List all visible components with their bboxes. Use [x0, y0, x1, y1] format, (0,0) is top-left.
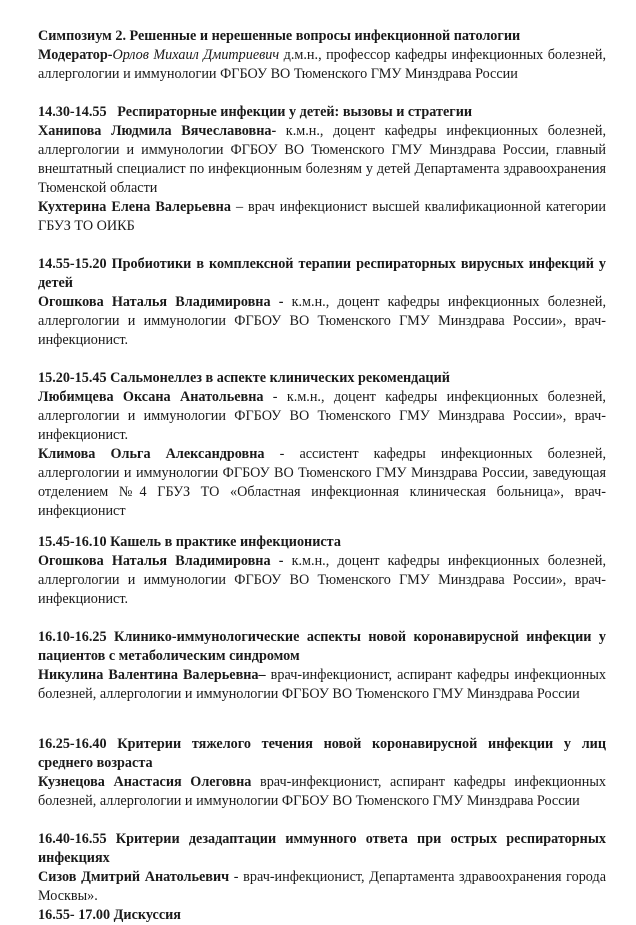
speaker: [38, 445, 606, 521]
speaker-desc: к.м.н., доцент кафедры инфекционных болезней, аллергологии и иммунологии ФГБОУ ВО Тюменского ГМУ Минздрава России», врач-инфекционист.: [38, 294, 607, 348]
speaker-desc: - врач-инфекционист, Департамента здравоохранения города Москвы».: [38, 869, 606, 904]
talk: [38, 369, 606, 521]
speaker-desc: врач-инфекционист, аспирант кафедры инфекционных болезней, аллергологии и иммунологии ФГБОУ ВО Тюменского ГМУ Минздрава России: [38, 774, 606, 809]
talk-heading: [38, 103, 606, 122]
speaker: [38, 293, 606, 350]
program-page: [38, 27, 606, 925]
speaker: [38, 388, 606, 445]
speaker: [38, 122, 606, 198]
talk-title: Кашель в практике инфекциониста: [110, 534, 341, 550]
talk-heading: [38, 533, 606, 552]
talk-title: Сальмонеллез в аспекте клинических рекомендаций: [110, 370, 450, 386]
speaker-name: Огошкова Наталья Владимировна -: [38, 294, 284, 310]
talk-time: 16.25-16.40: [38, 736, 107, 752]
speaker-name: Климова Ольга Александровна: [38, 446, 265, 462]
talk-heading: [38, 735, 606, 773]
speaker-desc: к.м.н., доцент кафедры инфекционных болезней, аллергологии и иммунологии ФГБОУ ВО Тюменского ГМУ Минздрава России», врач-инфекционист.: [38, 553, 607, 607]
discussion-time: 16.55- 17.00: [38, 907, 111, 923]
speaker-name: Огошкова Наталья Владимировна -: [38, 553, 284, 569]
speaker-desc: - к.м.н., доцент кафедры инфекционных болезней, аллергологии и иммунологии ФГБОУ ВО Тюменского ГМУ Минздрава России», врач-инфекционист.: [38, 389, 606, 443]
discussion-title: Дискуссия: [113, 907, 181, 923]
moderator-desc: д.м.н., профессор кафедры инфекционных болезней, аллергологии и иммунологии ФГБОУ ВО Тюменского ГМУ Минздрава России: [38, 47, 606, 82]
symposium-title: Симпозиум 2. Решенные и нерешенные вопросы инфекционной патологии: [38, 28, 521, 44]
speaker-name: Кухтерина Елена Валерьевна: [38, 199, 231, 215]
discussion-line: [38, 906, 606, 925]
talk-heading: [38, 369, 606, 388]
talk-title: Критерии тяжелого течения новой коронавирусной инфекции у лиц среднего возраста: [38, 736, 607, 771]
talk-time: 16.10-16.25: [38, 629, 107, 645]
speaker-desc: – врач инфекционист высшей квалификационной категории ГБУЗ ТО ОИКБ: [38, 199, 606, 234]
symposium-header: [38, 27, 606, 84]
speaker-desc: - ассистент кафедры инфекционных болезней, аллергологии и иммунологии ФГБОУ ВО Тюменского ГМУ Минздрава России, заведующая отделением №4 ГБУЗ ТО «Областная инфекционная клиническая больница», врач-инфекционист: [38, 446, 606, 519]
talk: [38, 735, 606, 811]
speaker-name: Любимцева Оксана Анатольевна: [38, 389, 264, 405]
talk-title: Пробиотики в комплексной терапии респираторных вирусных инфекций у детей: [38, 256, 607, 291]
talk: [38, 533, 606, 609]
talk: [38, 255, 606, 350]
talk: [38, 103, 606, 236]
speaker-name: Сизов Дмитрий Анатольевич: [38, 869, 230, 885]
speaker: [38, 552, 606, 609]
speaker-desc: врач-инфекционист, аспирант кафедры инфекционных болезней, аллергологии и иммунологии ФГБОУ ВО Тюменского ГМУ Минздрава России: [38, 667, 606, 702]
talk-heading: [38, 628, 606, 666]
moderator-name: Орлов Михаил Дмитриевич: [112, 47, 280, 63]
talk-heading: [38, 830, 606, 868]
speaker-name: Никулина Валентина Валерьевна–: [38, 667, 266, 683]
talk-title: Клинико-иммунологические аспекты новой коронавирусной инфекции у пациентов с метаболическим синдромом: [38, 629, 606, 664]
talk-time: 14.55-15.20: [38, 256, 107, 272]
talk-time: 15.20-15.45: [38, 370, 107, 386]
talk-heading: [38, 255, 606, 293]
speaker: [38, 868, 606, 906]
talk-time: 15.45-16.10: [38, 534, 107, 550]
talk: [38, 830, 606, 925]
moderator-label: Модератор-: [38, 47, 113, 63]
speaker: [38, 198, 606, 236]
speaker: [38, 773, 606, 811]
talk-title: Респираторные инфекции у детей: вызовы и стратегии: [117, 104, 473, 120]
talk-title: Критерии дезадаптации иммунного ответа при острых респираторных инфекциях: [38, 831, 606, 866]
talk-time: 14.30-14.55: [38, 104, 107, 120]
talk: [38, 628, 606, 704]
speaker-name: Ханипова Людмила Вячеславовна-: [38, 123, 277, 139]
speaker-name: Кузнецова Анастасия Олеговна: [38, 774, 252, 790]
speaker-desc: к.м.н., доцент кафедры инфекционных болезней, аллергологии и иммунологии ФГБОУ ВО Тюменского ГМУ Минздрава России, главный внештатный специалист по инфекционным болезням у детей Департамента здравоохранения Тюменской области: [38, 123, 607, 196]
moderator-line: [38, 46, 606, 84]
speaker: [38, 666, 606, 704]
talk-time: 16.40-16.55: [38, 831, 107, 847]
